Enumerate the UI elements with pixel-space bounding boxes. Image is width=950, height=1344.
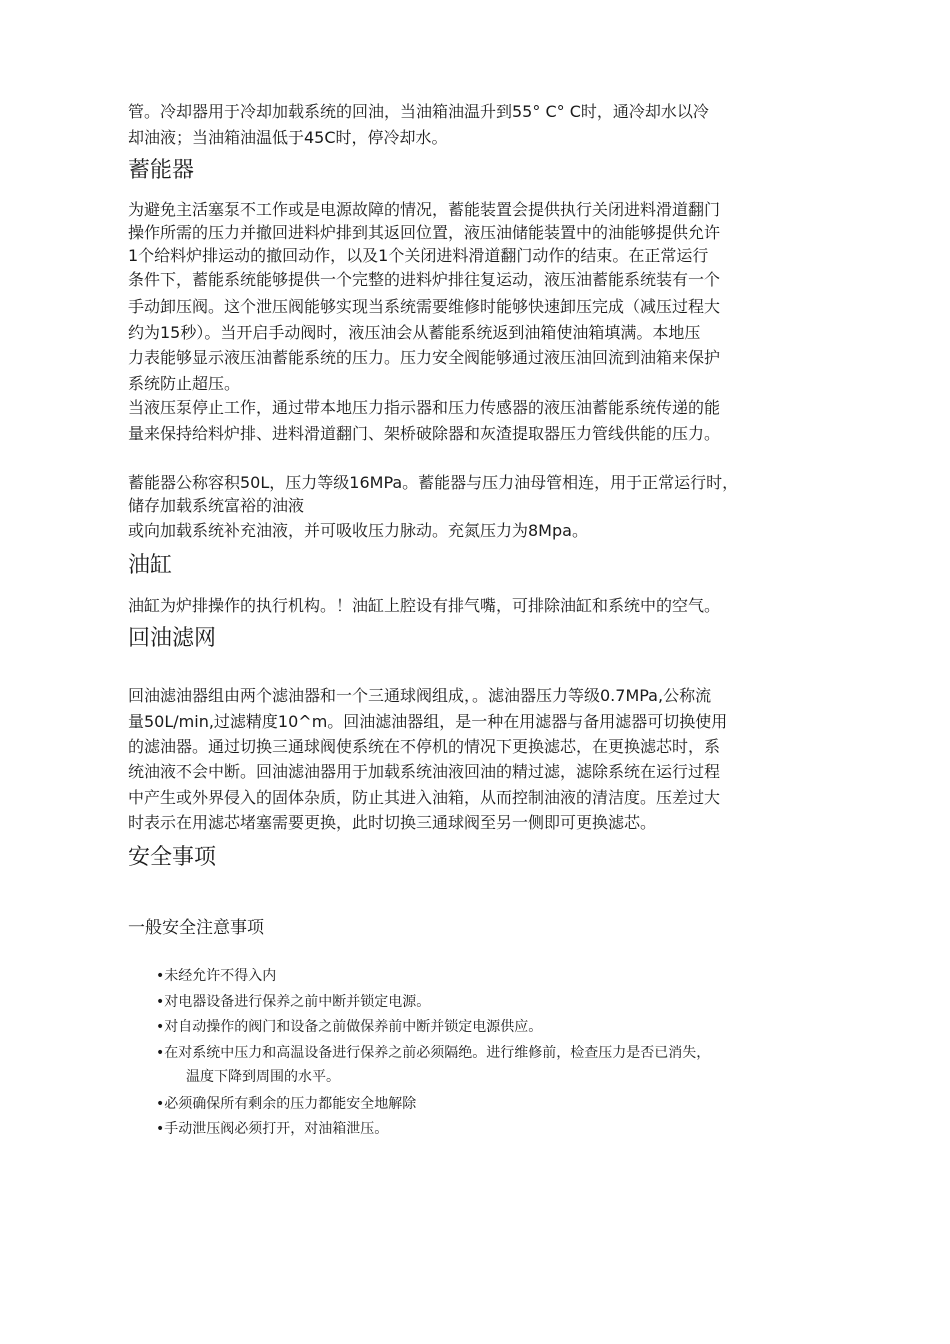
accumulator-p2-line-1: 蓄能器公称容积50L，压力等级16MPa。蓄能器与压力油母管相连，用于正常运行时， bbox=[128, 473, 739, 492]
cooler-line-2: 却油液；当油箱油温低于45C时，停冷却水。 bbox=[128, 128, 448, 147]
accumulator-p2-line-2: 储存加载系统富裕的油液 bbox=[128, 496, 305, 515]
accumulator-p1-line-3: 1个给料炉排运动的撤回动作，以及1个关闭进料滑道翻门动作的结束。在正常运行 bbox=[128, 246, 709, 265]
accumulator-p1-line-9: 当液压泵停止工作，通过带本地压力指示器和压力传感器的液压油蓄能系统传递的能 bbox=[128, 398, 721, 417]
safety-heading: 安全事项 bbox=[128, 845, 217, 870]
accumulator-p1-line-7: 力表能够显示液压油蓄能系统的压力。压力安全阀能够通过液压油回流到油箱来保护 bbox=[128, 348, 721, 367]
accumulator-p1-line-10: 量来保持给料炉排、进料滑道翻门、架桥破除器和灰渣提取器压力管线供能的压力。 bbox=[128, 424, 721, 443]
filter-line-4: 统油液不会中断。回油滤油器用于加载系统油液回油的精过滤，滤除系统在运行过程 bbox=[128, 762, 721, 781]
safety-item-3: •对自动操作的阀门和设备之前做保养前中断并锁定电源供应。 bbox=[156, 1019, 543, 1035]
accumulator-p1-line-6: 约为15秒）。当开启手动阀时，液压油会从蓄能系统返到油箱使油箱填满。本地压 bbox=[128, 323, 701, 342]
accumulator-p1-line-1: 为避免主活塞泵不工作或是电源故障的情况，蓄能装置会提供执行关闭进料滑道翻门 bbox=[128, 200, 721, 219]
cooler-line-1: 管。冷却器用于冷却加载系统的回油，当油箱油温升到55° C° C时，通冷却水以冷 bbox=[128, 102, 709, 121]
accumulator-p1-line-2: 操作所需的压力并撤回进料炉排到其返回位置，液压油储能装置中的油能够提供允许 bbox=[128, 223, 721, 242]
accumulator-p1-line-5: 手动卸压阀。这个泄压阀能够实现当系统需要维修时能够快速卸压完成（减压过程大 bbox=[128, 297, 721, 316]
accumulator-p1-line-4: 条件下，蓄能系统能够提供一个完整的进料炉排往复运动，液压油蓄能系统装有一个 bbox=[128, 270, 721, 289]
accumulator-p1-line-8: 系统防止超压。 bbox=[128, 374, 241, 393]
safety-subheading: 一般安全注意事项 bbox=[128, 918, 264, 938]
filter-line-6: 时表示在用滤芯堵塞需要更换，此时切换三通球阀至另一侧即可更换滤芯。 bbox=[128, 813, 657, 832]
filter-line-3: 的滤油器。通过切换三通球阀使系统在不停机的情况下更换滤芯，在更换滤芯时，系 bbox=[128, 737, 721, 756]
safety-item-2: •对电器设备进行保养之前中断并锁定电源。 bbox=[156, 994, 431, 1010]
filter-line-1: 回油滤油器组由两个滤油器和一个三通球阀组成，。滤油器压力等级0.7MPa,公称流 bbox=[128, 686, 712, 705]
cylinder-heading: 油缸 bbox=[128, 553, 173, 578]
safety-item-4: •在对系统中压力和高温设备进行保养之前必须隔绝。进行维修前，检查压力是否已消失， bbox=[156, 1045, 711, 1061]
accumulator-p2-line-3: 或向加载系统补充油液，并可吸收压力脉动。充氮压力为8Mpa。 bbox=[128, 521, 588, 540]
filter-heading: 回油滤网 bbox=[128, 626, 217, 651]
safety-item-4-continued: 温度下降到周围的水平。 bbox=[186, 1069, 340, 1085]
filter-line-5: 中产生或外界侵入的固体杂质，防止其进入油箱，从而控制油液的清洁度。压差过大 bbox=[128, 788, 721, 807]
filter-line-2: 量50L/min,过滤精度10^m。回油滤油器组，是一种在用滤器与备用滤器可切换使用 bbox=[128, 712, 728, 731]
safety-item-1: •未经允许不得入内 bbox=[156, 968, 277, 984]
safety-item-6: •手动泄压阀必须打开，对油箱泄压。 bbox=[156, 1121, 389, 1137]
safety-item-5: •必须确保所有剩余的压力都能安全地解除 bbox=[156, 1096, 417, 1112]
accumulator-heading: 蓄能器 bbox=[128, 158, 195, 183]
cylinder-line-1: 油缸为炉排操作的执行机构。！油缸上腔设有排气嘴，可排除油缸和系统中的空气。 bbox=[128, 596, 721, 615]
